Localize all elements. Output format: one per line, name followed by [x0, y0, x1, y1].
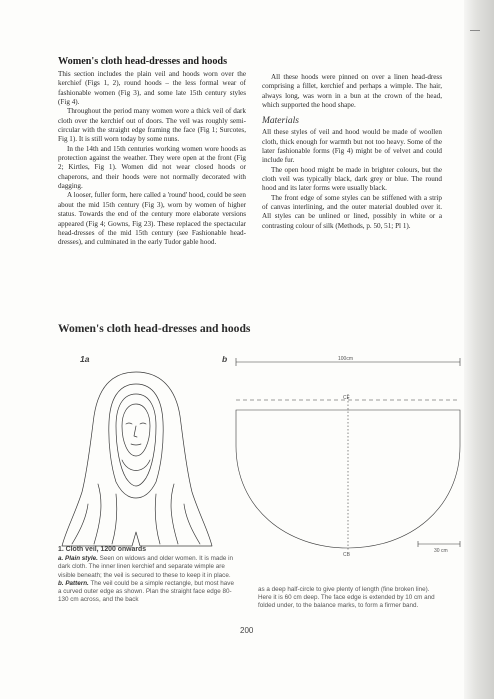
caption-a-label: a. Plain style. — [58, 555, 98, 563]
paragraph-intro: This section includes the plain veil and hoods worn over the kerchief (Figs 1, 2), round hoods – the less formal wear of fashionable women (Fig 3), and some late 15th century styles (Fig 4). — [58, 70, 246, 107]
drape-fold — [72, 504, 88, 544]
drape-fold — [184, 504, 200, 544]
drape-fold — [155, 494, 160, 544]
panel-label-1a: 1a — [80, 354, 90, 364]
page-number: 200 — [240, 626, 254, 635]
paragraph-materials-stiffening: The front edge of some styles can be stiffened with a strip of canvas interlining, and the outer material doubled over it. All styles can be unlined or lined, possibly in white or a contrasting colour of silk (Methods, p. 50, 51; Pl 1). — [262, 193, 442, 230]
materials-heading: Materials — [262, 116, 299, 127]
panel-label-b: b — [222, 354, 228, 364]
mouth — [131, 444, 141, 445]
caption-b-text: The veil could be a simple rectangle, but most have a curved outer edge as shown. Plan the straight face edge 80-130 cm across, and the back — [58, 579, 234, 604]
drape-fold — [112, 494, 117, 544]
caption-figure-number: 1. Cloth veil, 1200 onwards — [58, 546, 147, 553]
figure-caption-continued — [258, 586, 438, 611]
left-text-column — [58, 70, 246, 248]
paragraph-hoods: In the 14th and 15th centuries working women wore hoods as protection against the weather. They were open at the front (Fig 2; Kirtles, Fig 1). Women did not wear closed hoods or chaperons, and their hoods were not normally decorated with dagging. — [58, 144, 246, 191]
paragraph-pinning: All these hoods were pinned on over a linen head-dress comprising a fillet, kerchief and perhaps a wimple. The hair, always long, was worn in a bun at the crown of the head, which supported the hood shape. — [262, 73, 442, 110]
face-outline — [122, 404, 150, 456]
paragraph-veil: Throughout the period many women wore a thick veil of dark cloth over the kerchief out of doors. The veil was roughly semi-circular with the straight edge framing the face (Fig 1; Surcotes, Fig 1). It is still worn today by some nuns. — [58, 107, 246, 144]
caption-part-a — [58, 555, 238, 580]
wimple-edge — [116, 394, 156, 486]
veil-outline — [62, 372, 212, 546]
drape-fold — [94, 484, 101, 544]
paragraph-materials-colour: The open hood might be made in brighter colours, but the cloth veil was typically black, dark grey or blue. The round hood and its later forms were usually black. — [262, 165, 442, 193]
caption-b-label: b. Pattern. — [58, 579, 89, 587]
chin-drape — [122, 460, 150, 471]
eye-right — [140, 423, 146, 424]
nose — [134, 426, 137, 437]
caption-part-b — [58, 580, 238, 605]
right-text-column — [262, 73, 442, 231]
scale-label: 30 cm — [434, 548, 448, 554]
eye-left — [126, 423, 132, 424]
width-dimension-label: 100cm — [338, 356, 354, 362]
cf-label: CF — [343, 395, 350, 401]
paragraph-round-hood: A looser, fuller form, here called a 'round' hood, could be seen about the mid 15th century (Fig 3), worn by women of higher status. Towards the end of the century more elaborate versions appeared (Fig 4; Gowns, Fig 23). These replaced the spectacular head-dresses of the mid 15th century (see Fashionable head-dresses), and culminated in the early Tudor gable hood. — [58, 191, 246, 247]
veil-illustration — [58, 364, 218, 556]
edge-mark — [470, 30, 480, 31]
cb-label: CB — [343, 552, 350, 558]
figure-caption — [58, 546, 238, 604]
drape-fold — [171, 484, 178, 544]
page-edge-shadow — [464, 0, 494, 699]
figure-title: Women's cloth head-dresses and hoods — [58, 322, 251, 335]
paragraph-materials-wool: All these styles of veil and hood would be made of woollen cloth, thick enough for warmth but not too heavy. Some of the later fashionable forms (Fig 4) might be of velvet and could include fur. — [262, 128, 442, 165]
section-title: Women's cloth head-dresses and hoods — [58, 56, 228, 67]
veil-pattern — [230, 354, 470, 558]
caption-continued-text: as a deep half-circle to give plenty of length (fine broken line). Here it is 60 cm deep. The face edge is extended by 10 cm and folded under, to the balance marks, to form a firmer band. — [258, 586, 435, 610]
caption-a-text: Seen on widows and older women. It is made in dark cloth. The inner linen kerchief and separate wimple are visible beneath; the veil is secured to these to keep it in place. — [58, 555, 234, 579]
